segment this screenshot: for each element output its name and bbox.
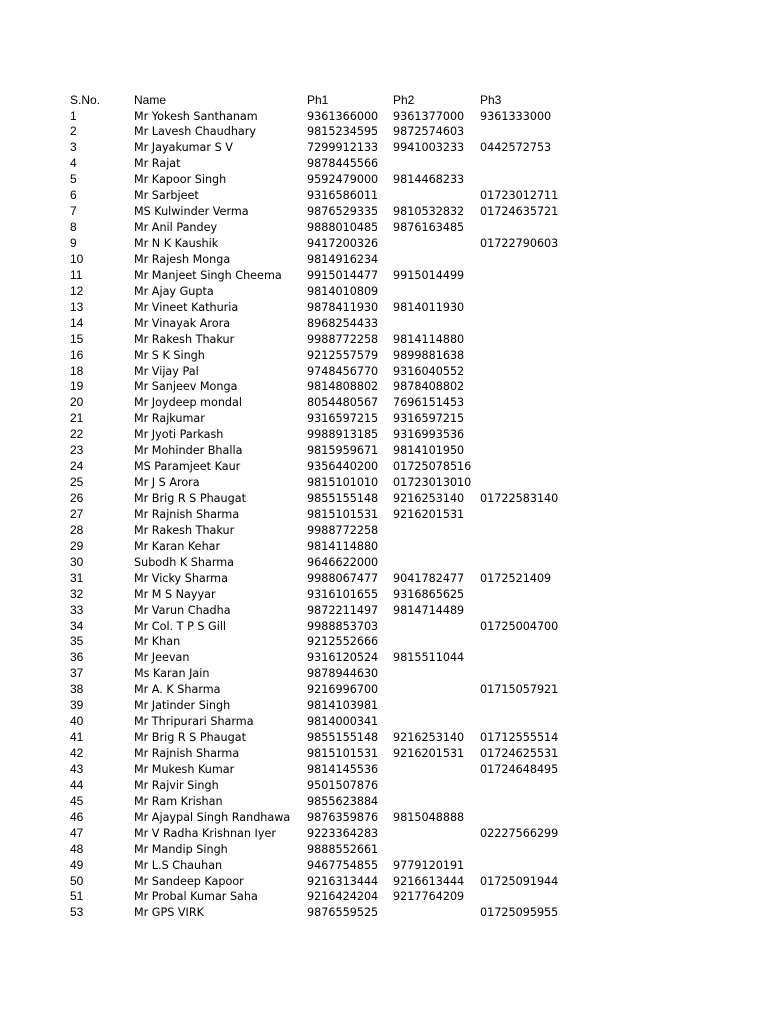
cell-ph3: 01722583140	[480, 492, 559, 505]
cell-ph1: 9592479000	[307, 173, 379, 187]
cell-name: Mr Probal Kumar Saha	[134, 890, 258, 904]
cell-ph1: 9216424204	[307, 890, 379, 904]
cell-ph1: 9855623884	[307, 794, 379, 808]
table-row	[0, 459, 768, 475]
cell-sno: 15	[70, 331, 84, 346]
cell-name: Mr Mohinder Bhalla	[134, 444, 243, 458]
table-row	[0, 810, 768, 826]
cell-ph2: 9316040552	[393, 364, 465, 378]
cell-ph3: 01722790603	[480, 237, 559, 250]
table-row	[0, 666, 768, 682]
table-row	[0, 364, 768, 380]
cell-ph1: 9814114880	[307, 539, 379, 553]
cell-ph1: 9878944630	[307, 667, 379, 681]
cell-ph2: 9814101950	[393, 444, 465, 458]
cell-ph3: 01723012711	[480, 189, 559, 203]
cell-ph1: 9878445566	[307, 157, 379, 171]
table-header-row	[0, 92, 768, 109]
cell-ph1: 9814010809	[307, 284, 379, 298]
cell-ph3: 01725004700	[480, 619, 559, 633]
header-sno: S.No.	[70, 93, 101, 107]
table-row	[0, 395, 768, 411]
cell-sno: 44	[70, 777, 84, 792]
cell-sno: 53	[70, 905, 84, 920]
table-row	[0, 762, 768, 778]
cell-ph1: 9988772258	[307, 523, 379, 537]
cell-ph1: 9876359876	[307, 810, 379, 824]
cell-ph1: 9814916234	[307, 252, 379, 266]
cell-ph2: 9815511044	[393, 651, 465, 665]
cell-ph1: 9417200326	[307, 237, 379, 250]
cell-ph3: 01724635721	[480, 205, 559, 219]
table-row	[0, 778, 768, 794]
cell-sno: 16	[70, 347, 84, 362]
cell-sno: 31	[70, 570, 84, 585]
cell-ph2: 9779120191	[393, 858, 465, 872]
cell-name: Mr Rajkumar	[134, 412, 205, 426]
cell-ph1: 9223364283	[307, 826, 379, 840]
cell-ph1: 9501507876	[307, 778, 379, 792]
cell-ph1: 9316120524	[307, 651, 379, 665]
cell-ph3: 01715057921	[480, 683, 559, 697]
cell-sno: 14	[70, 315, 84, 330]
cell-name: Mr Jayakumar S V	[134, 141, 233, 155]
cell-ph2: 9814468233	[393, 173, 465, 187]
table-row	[0, 905, 768, 921]
cell-ph2: 9878408802	[393, 380, 465, 394]
cell-sno: 8	[70, 220, 77, 235]
cell-name: Mr Anil Pandey	[134, 221, 218, 235]
cell-ph1: 9814145536	[307, 762, 379, 776]
table-row	[0, 555, 768, 571]
cell-name: Mr Vineet Kathuria	[134, 300, 239, 314]
header-ph1: Ph1	[307, 93, 329, 107]
cell-ph2: 9316865625	[393, 587, 465, 601]
cell-name: MS Kulwinder Verma	[134, 205, 249, 219]
cell-ph3: 01725095955	[480, 906, 559, 920]
cell-sno: 13	[70, 299, 84, 314]
cell-ph3: 01712555514	[480, 731, 559, 745]
cell-name: Subodh K Sharma	[134, 555, 234, 569]
table-row	[0, 411, 768, 427]
table-row	[0, 682, 768, 698]
cell-name: Mr Vinayak Arora	[134, 316, 231, 330]
cell-name: Mr Mukesh Kumar	[134, 762, 235, 776]
cell-ph1: 9212557579	[307, 348, 379, 362]
cell-sno: 38	[70, 682, 84, 697]
cell-name: Mr L.S Chauhan	[134, 858, 223, 872]
cell-sno: 49	[70, 857, 84, 872]
cell-ph2: 9216613444	[393, 874, 465, 888]
header-ph2: Ph2	[393, 93, 415, 107]
cell-name: Mr Manjeet Singh Cheema	[134, 268, 282, 282]
cell-sno: 22	[70, 427, 84, 442]
table-row	[0, 603, 768, 619]
cell-ph1: 9815101010	[307, 476, 379, 490]
table-row	[0, 698, 768, 714]
cell-ph2: 9941003233	[393, 141, 465, 155]
cell-ph1: 9467754855	[307, 858, 379, 872]
cell-ph1: 9748456770	[307, 364, 379, 378]
cell-sno: 46	[70, 809, 84, 824]
cell-ph1: 9876529335	[307, 205, 379, 219]
cell-ph2: 9810532832	[393, 205, 465, 219]
cell-name: Mr A. K Sharma	[134, 683, 221, 697]
table-row	[0, 491, 768, 507]
cell-ph2: 9872574603	[393, 125, 465, 139]
table-row	[0, 794, 768, 810]
cell-ph3: 9361333000	[480, 109, 552, 123]
cell-sno: 23	[70, 443, 84, 458]
cell-name: Mr M S Nayyar	[134, 587, 216, 601]
cell-sno: 21	[70, 411, 84, 426]
cell-name: Mr Mandip Singh	[134, 842, 228, 856]
cell-ph1: 9212552666	[307, 635, 379, 649]
cell-name: Mr Jatinder Singh	[134, 699, 231, 713]
cell-sno: 48	[70, 841, 84, 856]
cell-name: Mr Vijay Pal	[134, 364, 199, 378]
cell-sno: 12	[70, 283, 84, 298]
cell-name: Mr Brig R S Phaugat	[134, 492, 246, 505]
cell-sno: 51	[70, 889, 84, 904]
table-row	[0, 650, 768, 666]
cell-name: Mr Joydeep mondal	[134, 396, 242, 410]
cell-name: Mr Rajesh Monga	[134, 252, 231, 266]
cell-name: Mr Jyoti Parkash	[134, 428, 224, 442]
cell-sno: 26	[70, 491, 84, 505]
table-row	[0, 826, 768, 842]
cell-name: Mr Ajay Gupta	[134, 284, 214, 298]
table-row	[0, 730, 768, 746]
table-row	[0, 842, 768, 858]
cell-ph2: 9316993536	[393, 428, 465, 442]
cell-sno: 40	[70, 714, 84, 729]
cell-ph3: 01724648495	[480, 762, 559, 776]
cell-name: Mr Kapoor Singh	[134, 173, 227, 187]
cell-ph3: 01725091944	[480, 874, 559, 888]
table-row	[0, 571, 768, 587]
cell-name: Mr Sarbjeet	[134, 189, 199, 203]
table-row	[0, 619, 768, 635]
cell-sno: 24	[70, 459, 84, 474]
cell-ph1: 9216996700	[307, 683, 379, 697]
table-row	[0, 188, 768, 204]
cell-sno: 6	[70, 188, 77, 203]
cell-ph2: 9814011930	[393, 300, 465, 314]
cell-name: Mr Lavesh Chaudhary	[134, 125, 256, 139]
table-row	[0, 507, 768, 523]
cell-ph1: 9988067477	[307, 571, 379, 585]
cell-name: Mr Col. T P S Gill	[134, 619, 227, 633]
table-row	[0, 746, 768, 762]
cell-sno: 18	[70, 363, 84, 378]
cell-sno: 42	[70, 746, 84, 760]
cell-name: Mr Jeevan	[134, 651, 190, 665]
table-row	[0, 523, 768, 539]
cell-name: Mr J S Arora	[134, 476, 200, 490]
cell-sno: 39	[70, 698, 84, 713]
table-row	[0, 252, 768, 268]
cell-ph1: 8054480567	[307, 396, 379, 410]
cell-ph3: 0172521409	[480, 571, 552, 585]
table-row	[0, 348, 768, 364]
cell-sno: 45	[70, 793, 84, 808]
header-name: Name	[134, 93, 167, 107]
table-row	[0, 109, 768, 125]
cell-ph1: 9316101655	[307, 587, 379, 601]
table-body	[0, 109, 768, 922]
cell-sno: 1	[70, 108, 77, 123]
cell-sno: 36	[70, 650, 84, 665]
cell-ph3: 01724625531	[480, 747, 559, 760]
cell-sno: 33	[70, 602, 84, 617]
cell-name: Ms Karan Jain	[134, 667, 210, 681]
table-row	[0, 539, 768, 555]
cell-ph1: 9356440200	[307, 460, 379, 474]
table-row	[0, 236, 768, 252]
cell-ph1: 9815101531	[307, 507, 379, 521]
cell-sno: 28	[70, 522, 84, 537]
cell-ph1: 8968254433	[307, 316, 379, 330]
cell-ph2: 9876163485	[393, 221, 465, 235]
table-row	[0, 427, 768, 443]
cell-sno: 50	[70, 873, 84, 888]
cell-sno: 3	[70, 140, 77, 155]
cell-ph1: 9876559525	[307, 906, 379, 920]
cell-sno: 4	[70, 156, 77, 171]
cell-sno: 2	[70, 124, 77, 139]
cell-name: Mr Vicky Sharma	[134, 571, 228, 585]
cell-ph1: 9316597215	[307, 412, 379, 426]
cell-name: MS Paramjeet Kaur	[134, 460, 241, 474]
cell-name: Mr Rakesh Thakur	[134, 332, 235, 346]
cell-ph2: 9899881638	[393, 348, 465, 362]
cell-sno: 41	[70, 730, 84, 745]
cell-sno: 30	[70, 554, 84, 569]
cell-ph1: 9988853703	[307, 619, 379, 633]
cell-ph3: 02227566299	[480, 826, 559, 840]
cell-sno: 11	[70, 267, 83, 282]
table-row	[0, 124, 768, 140]
cell-sno: 32	[70, 586, 84, 601]
cell-name: Mr Yokesh Santhanam	[134, 109, 258, 123]
cell-sno: 47	[70, 825, 84, 840]
cell-name: Mr Thripurari Sharma	[134, 715, 254, 729]
cell-ph1: 9988913185	[307, 428, 379, 442]
cell-ph1: 9878411930	[307, 300, 379, 314]
table-row	[0, 475, 768, 491]
cell-ph2: 9216201531	[393, 747, 465, 760]
cell-name: Mr Rajnish Sharma	[134, 507, 240, 521]
header-ph3: Ph3	[480, 93, 502, 107]
table-row	[0, 140, 768, 156]
cell-ph1: 9216313444	[307, 874, 379, 888]
cell-name: Mr GPS VIRK	[134, 906, 204, 920]
cell-name: Mr Ajaypal Singh Randhawa	[134, 810, 291, 824]
cell-ph1: 9646622000	[307, 555, 379, 569]
cell-ph2: 01725078516	[393, 460, 472, 474]
cell-ph1: 9361366000	[307, 109, 379, 123]
table-row	[0, 172, 768, 188]
cell-ph1: 9855155148	[307, 731, 379, 745]
cell-sno: 29	[70, 538, 84, 553]
table-row	[0, 284, 768, 300]
cell-sno: 9	[70, 236, 77, 250]
cell-name: Mr Khan	[134, 635, 181, 649]
cell-sno: 37	[70, 666, 84, 681]
cell-ph2: 9217764209	[393, 890, 465, 904]
table-row	[0, 300, 768, 316]
cell-name: Mr Ram Krishan	[134, 794, 223, 808]
cell-ph1: 9815959671	[307, 444, 379, 458]
cell-ph2: 9316597215	[393, 412, 465, 426]
cell-sno: 35	[70, 634, 84, 649]
table-row	[0, 874, 768, 890]
cell-ph2: 9041782477	[393, 571, 465, 585]
cell-ph2: 9814114880	[393, 332, 465, 346]
cell-sno: 5	[70, 172, 77, 187]
cell-name: Mr S K Singh	[134, 348, 205, 362]
cell-ph1: 9888010485	[307, 221, 379, 235]
cell-ph1: 9814103981	[307, 699, 379, 713]
table-row	[0, 316, 768, 332]
cell-ph2: 9216253140	[393, 731, 465, 745]
table-row	[0, 220, 768, 236]
table-row	[0, 858, 768, 874]
cell-ph1: 7299912133	[307, 141, 379, 155]
cell-name: Mr Varun Chadha	[134, 603, 231, 617]
cell-sno: 20	[70, 395, 84, 410]
table-row	[0, 268, 768, 284]
table-row	[0, 204, 768, 220]
cell-sno: 19	[70, 379, 84, 394]
table-row	[0, 443, 768, 459]
cell-ph1: 9814808802	[307, 380, 379, 394]
cell-sno: 10	[70, 251, 84, 266]
table-row	[0, 379, 768, 395]
cell-name: Mr Rajvir Singh	[134, 778, 219, 792]
cell-name: Mr N K Kaushik	[134, 237, 219, 250]
cell-ph2: 01723013010	[393, 476, 472, 490]
table-row	[0, 714, 768, 730]
cell-ph1: 9988772258	[307, 332, 379, 346]
table-row	[0, 156, 768, 172]
cell-sno: 43	[70, 761, 84, 776]
cell-ph3: 0442572753	[480, 141, 552, 155]
cell-sno: 25	[70, 475, 84, 490]
table-row	[0, 634, 768, 650]
cell-ph1: 9872211497	[307, 603, 379, 617]
cell-ph2: 9815048888	[393, 810, 465, 824]
cell-ph1: 9888552661	[307, 842, 379, 856]
table-row	[0, 889, 768, 905]
cell-ph1: 9855155148	[307, 492, 379, 505]
cell-ph2: 9915014499	[393, 268, 465, 282]
cell-ph1: 9815234595	[307, 125, 379, 139]
cell-name: Mr Sanjeev Monga	[134, 380, 238, 394]
table-row	[0, 332, 768, 348]
cell-sno: 34	[70, 618, 84, 633]
cell-ph2: 9361377000	[393, 109, 465, 123]
cell-name: Mr Rakesh Thakur	[134, 523, 235, 537]
cell-sno: 7	[70, 204, 77, 219]
cell-ph1: 9814000341	[307, 715, 379, 729]
cell-ph2: 9216201531	[393, 507, 465, 521]
table-row	[0, 587, 768, 603]
cell-ph1: 9316586011	[307, 189, 379, 203]
cell-name: Mr Sandeep Kapoor	[134, 874, 244, 888]
cell-ph2: 9216253140	[393, 492, 465, 505]
cell-ph2: 7696151453	[393, 396, 465, 410]
cell-ph1: 9815101531	[307, 747, 379, 760]
cell-ph1: 9915014477	[307, 268, 379, 282]
cell-name: Mr Brig R S Phaugat	[134, 731, 246, 745]
cell-name: Mr Karan Kehar	[134, 539, 221, 553]
cell-sno: 27	[70, 506, 84, 521]
cell-name: Mr Rajnish Sharma	[134, 747, 240, 760]
cell-ph2: 9814714489	[393, 603, 465, 617]
contact-table	[0, 92, 768, 921]
cell-name: Mr Rajat	[134, 157, 181, 171]
cell-name: Mr V Radha Krishnan Iyer	[134, 826, 276, 840]
